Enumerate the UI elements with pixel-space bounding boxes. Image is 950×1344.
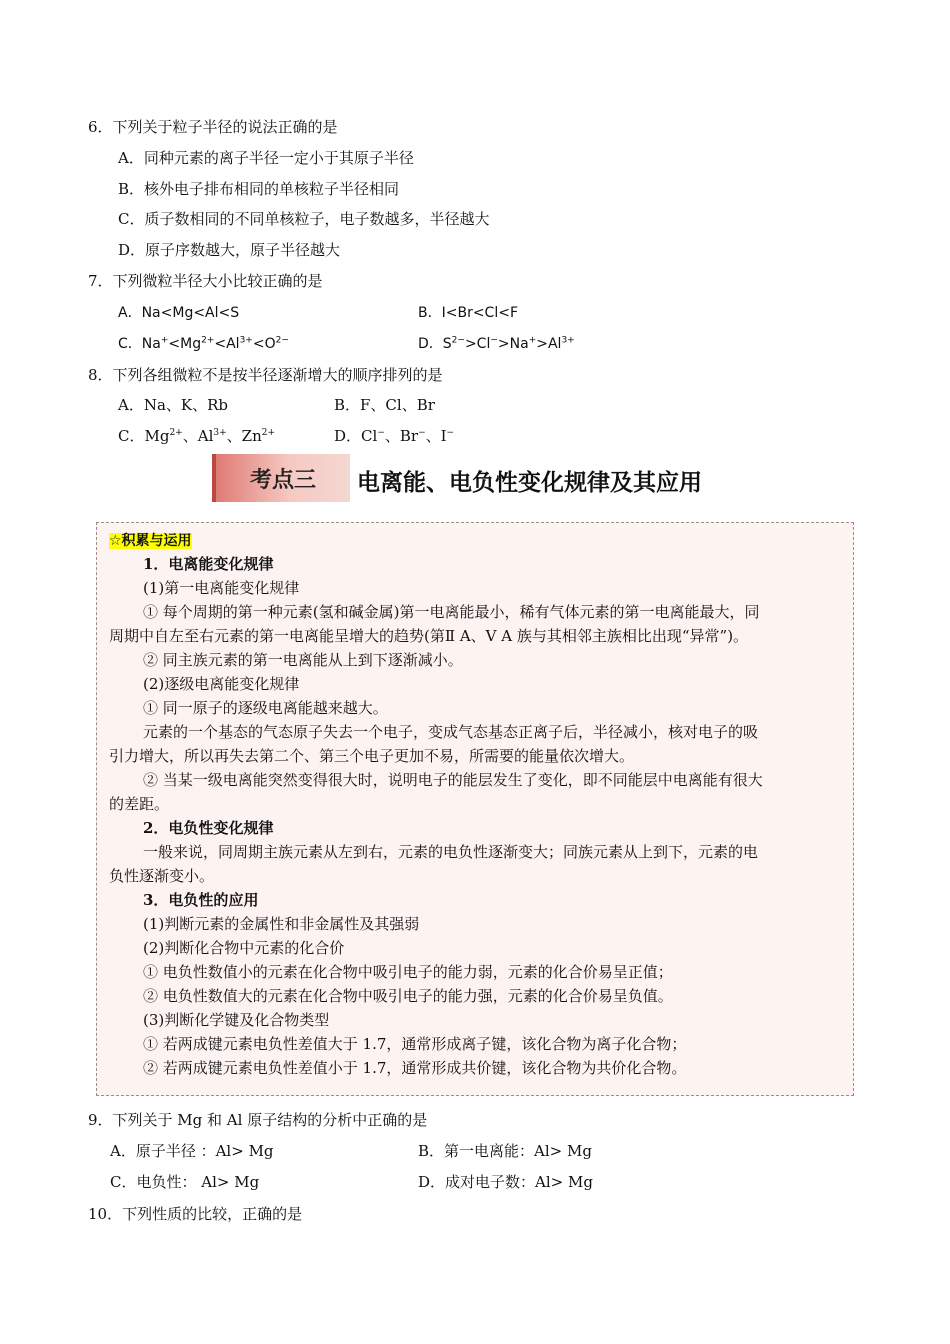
q7-option-a: A．Na<Mg<Al<S [118, 305, 240, 321]
q7-stem: 7．下列微粒半径大小比较正确的是 [88, 272, 323, 290]
box-line-p14: ① 若两成键元素电负性差值大于 1.7，通常形成离子键，该化合物为离子化合物； [143, 1035, 687, 1053]
box-line-p2b: 周期中自左至右元素的第一电离能呈增大的趋势(第Ⅱ A、Ⅴ A 族与其相邻主族相比出现“异常”)。 [109, 627, 749, 645]
q6-option-a: A．同种元素的离子半径一定小于其原子半径 [118, 149, 414, 167]
box-line-p13: (3)判断化学键及化合物类型 [143, 1011, 330, 1029]
q7-option-c: C．$Na^+<Mg^{2+}<Al^{3+}<O^{2-}$ [118, 335, 289, 352]
box-heading-3: 3．电负性的应用 [143, 891, 259, 909]
q7-option-d: D．$S^{2-}>Cl^->Na^+>Al^{3+}$ [418, 335, 575, 352]
box-line-p6a: 元素的一个基态的气态原子失去一个电子，变成气态基态正离子后，半径减小，核对电子的吸 [143, 723, 759, 741]
section-title: 电离能、电负性变化规律及其应用 [357, 470, 702, 496]
box-line-p7a: ② 当某一级电离能突然变得很大时，说明电子的能层发生了变化，即不同能层中电离能有很大 [143, 771, 763, 789]
box-line-p3: ② 同主族元素的第一电离能从上到下逐渐减小。 [143, 651, 463, 669]
box-tag: ☆积累与运用 [109, 533, 192, 549]
box-line-p8a: 一般来说，同周期主族元素从左到右，元素的电负性逐渐变大；同族元素从上到下，元素的电 [143, 843, 759, 861]
box-line-p2a: ① 每个周期的第一种元素(氢和碱金属)第一电离能最小，稀有气体元素的第一电离能最大，同 [143, 603, 760, 621]
box-line-p5: ① 同一原子的逐级电离能越来越大。 [143, 699, 388, 717]
box-line-p1: (1)第一电离能变化规律 [143, 579, 300, 597]
box-line-p6b: 引力增大，所以再失去第二个、第三个电子更加不易，所需要的能量依次增大。 [109, 747, 635, 765]
box-line-p4: (2)逐级电离能变化规律 [143, 675, 300, 693]
box-line-p11: ① 电负性数值小的元素在化合物中吸引电子的能力弱，元素的化合价易呈正值； [143, 963, 673, 981]
box-tag-line [109, 529, 843, 552]
q10-stem: 10．下列性质的比较，正确的是 [88, 1205, 303, 1223]
q9-stem: 9．下列关于 Mg 和 Al 原子结构的分析中正确的是 [88, 1111, 428, 1129]
q8-stem: 8．下列各组微粒不是按半径逐渐增大的顺序排列的是 [88, 366, 443, 384]
box-line-p8b: 负性逐渐变小。 [109, 867, 215, 885]
box-heading-2: 2．电负性变化规律 [143, 819, 274, 837]
q8-option-d: D．Cl−、Br−、I− [334, 427, 455, 445]
q6-option-d: D．原子序数越大，原子半径越大 [118, 241, 341, 259]
q6-stem: 6．下列关于粒子半径的说法正确的是 [88, 118, 338, 136]
box-line-p7b: 的差距。 [109, 795, 170, 813]
q8-option-a: A．Na、K、Rb [118, 396, 229, 414]
q9-option-a: A．原子半径 ：Al> Mg [110, 1142, 274, 1160]
q6-option-c: C．质子数相同的不同单核粒子，电子数越多，半径越大 [118, 210, 490, 228]
box-line-p12: ② 电负性数值大的元素在化合物中吸引电子的能力强，元素的化合价易呈负值。 [143, 987, 673, 1005]
q6-option-b: B．核外电子排布相同的单核粒子半径相同 [118, 180, 400, 198]
box-line-p10: (2)判断化合物中元素的化合价 [143, 939, 345, 957]
box-heading-1: 1．电离能变化规律 [143, 555, 274, 573]
q9-option-c: C．电负性： Al> Mg [110, 1173, 260, 1191]
box-line-p9: (1)判断元素的金属性和非金属性及其强弱 [143, 915, 420, 933]
q9-option-b: B．第一电离能：Al> Mg [418, 1142, 592, 1160]
q9-option-d: D．成对电子数：Al> Mg [418, 1173, 593, 1191]
section-badge: 考点三 [212, 454, 350, 502]
box-line-p15: ② 若两成键元素电负性差值小于 1.7，通常形成共价键，该化合物为共价化合物。 [143, 1059, 687, 1077]
q8-option-b: B．F、Cl、Br [334, 396, 435, 414]
q7-option-b: B．I<Br<Cl<F [418, 305, 519, 321]
q8-option-c: C．$Mg^{2+}$、$Al^{3+}$、$Zn^{2+}$ [118, 427, 276, 445]
